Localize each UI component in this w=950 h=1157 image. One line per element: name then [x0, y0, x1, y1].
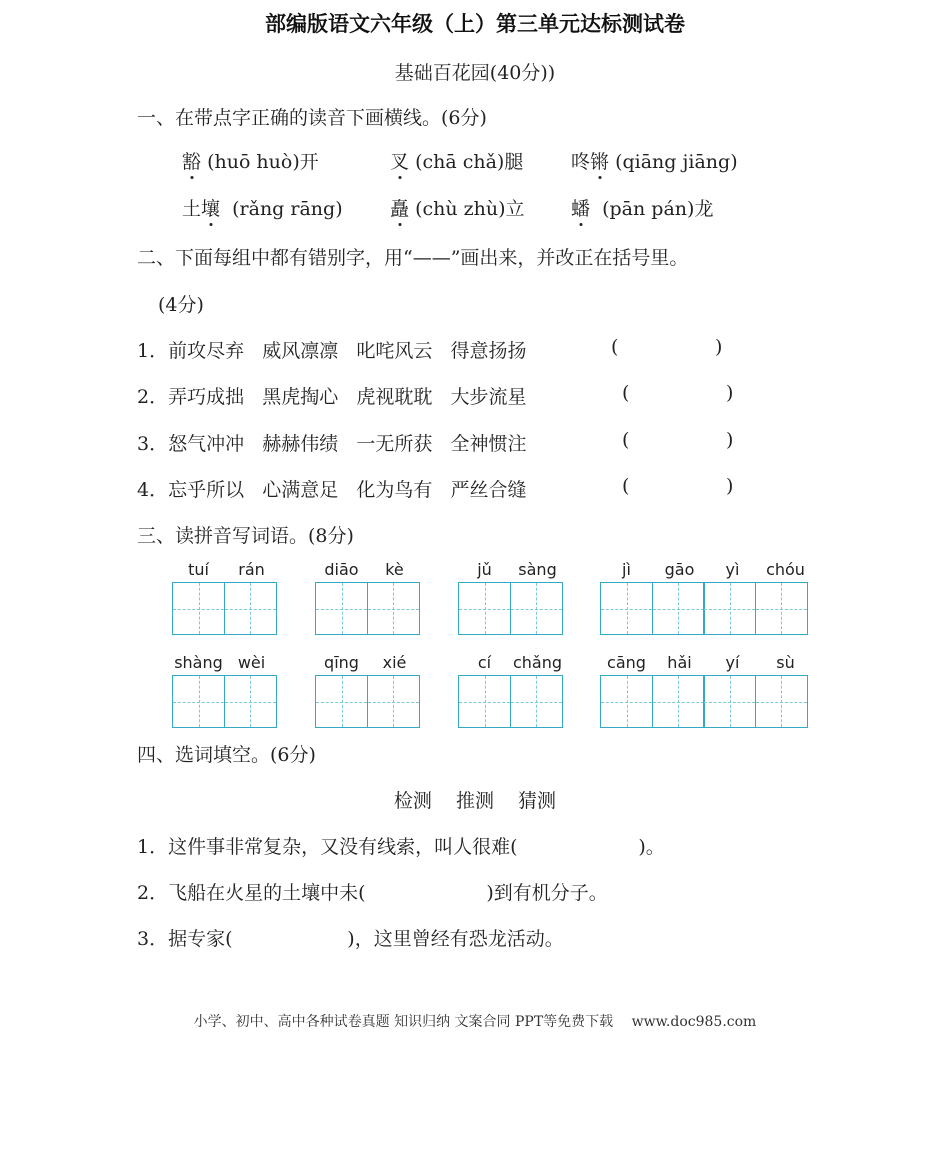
pinyin: yí — [725, 653, 740, 672]
s1-item-4: 土壤 (rǎng rāng) — [182, 198, 343, 220]
s2-row-4: 4．忘乎所以 心满意足 化为鸟有 严丝合缝 — [137, 479, 527, 501]
s4-item-1: 1．这件事非常复杂，又没有线索，叫人很难( )。 — [137, 836, 665, 858]
blank[interactable] — [233, 928, 348, 950]
s4-item-3: 3．据专家( )，这里曾经有恐龙活动。 — [137, 928, 564, 950]
pinyin: xié — [382, 653, 407, 672]
pinyin: jì — [622, 560, 631, 579]
pinyin: qīng — [324, 653, 359, 672]
s2-answer-2[interactable]: ( ) — [622, 382, 734, 404]
writing-grid-5[interactable] — [172, 675, 275, 728]
s1-item-2: 叉 (chā chǎ)腿 — [390, 151, 524, 173]
s2-answer-1[interactable]: ( ) — [611, 336, 723, 358]
s2-answer-3[interactable]: ( ) — [622, 429, 734, 451]
pinyin: wèi — [237, 653, 266, 672]
pinyin: cí — [477, 653, 492, 672]
s1-item-3: 咚锵 (qiāng jiāng) — [571, 151, 738, 173]
section2-score: (4分) — [158, 294, 204, 316]
page-title: 部编版语文六年级（上）第三单元达标测试卷 — [265, 12, 685, 36]
page-subtitle: 基础百花园(40分)) — [394, 62, 556, 84]
writing-grid-2[interactable] — [315, 582, 418, 635]
section2-heading: 二、下面每组中都有错别字，用“——”画出来，并改正在括号里。 — [137, 247, 689, 269]
pinyin: jǔ — [477, 560, 492, 579]
pinyin: chǎng — [512, 653, 563, 672]
s1-item-5: 矗 (chù zhù)立 — [390, 198, 525, 220]
writing-grid-8[interactable] — [600, 675, 806, 728]
pinyin: diāo — [324, 560, 359, 579]
pinyin: chóu — [766, 560, 805, 579]
s4-item-2: 2．飞船在火星的土壤中未( )到有机分子。 — [137, 882, 608, 904]
word-options — [0, 786, 950, 813]
writing-grid-6[interactable] — [315, 675, 418, 728]
pinyin: cāng — [607, 653, 646, 672]
pinyin: shàng — [174, 653, 223, 672]
writing-grid-7[interactable] — [458, 675, 561, 728]
blank[interactable] — [366, 882, 487, 904]
s1-item-6: 蟠 (pān pán)龙 — [571, 198, 714, 220]
pinyin: yì — [725, 560, 740, 579]
s1-item-1: 豁 (huō huò)开 — [182, 151, 319, 173]
pinyin: rán — [238, 560, 265, 579]
option-word: 检测 — [393, 790, 432, 812]
section4-heading: 四、选词填空。(6分) — [137, 744, 316, 766]
s2-answer-4[interactable]: ( ) — [622, 475, 734, 497]
section1-heading: 一、在带点字正确的读音下画横线。(6分) — [137, 107, 487, 129]
writing-grid-1[interactable] — [172, 582, 275, 635]
pinyin: gāo — [664, 560, 695, 579]
pinyin: hǎi — [667, 653, 692, 672]
writing-grid-3[interactable] — [458, 582, 561, 635]
option-word: 猜测 — [518, 790, 557, 812]
writing-grid-4[interactable] — [600, 582, 806, 635]
s2-row-3: 3．怒气冲冲 赫赫伟绩 一无所获 全神惯注 — [137, 433, 527, 455]
section3-heading: 三、读拼音写词语。(8分) — [137, 525, 354, 547]
blank[interactable] — [518, 836, 639, 858]
s2-row-1: 1．前攻尽弃 威风凛凛 叱咤风云 得意扬扬 — [137, 340, 527, 362]
pinyin: sàng — [518, 560, 557, 579]
option-word: 推测 — [455, 790, 494, 812]
pinyin: tuí — [188, 560, 209, 579]
pinyin: sù — [776, 653, 795, 672]
page-footer: 小学、初中、高中各种试卷真题 知识归纳 文案合同 PPT等免费下载 www.doc985.com — [193, 1014, 757, 1030]
s2-row-2: 2．弄巧成拙 黑虎掏心 虎视耽耽 大步流星 — [137, 386, 527, 408]
pinyin: kè — [385, 560, 404, 579]
